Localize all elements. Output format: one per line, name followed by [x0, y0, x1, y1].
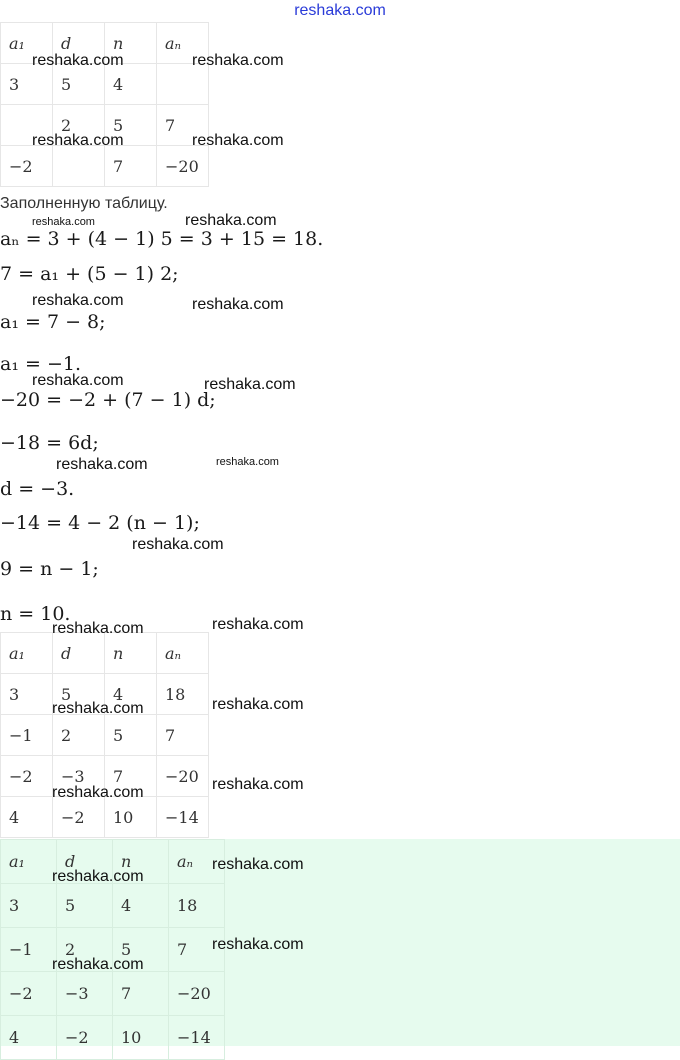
watermark: reshaka.com [32, 52, 124, 69]
watermark: reshaka.com [56, 456, 148, 473]
equation-line: −20 = −2 + (7 − 1) d; [0, 389, 216, 411]
header-an: aₙ [157, 633, 209, 674]
table-cell [53, 146, 105, 187]
equation-line: aₙ = 3 + (4 − 1) 5 = 3 + 15 = 18. [0, 228, 324, 250]
watermark: reshaka.com [32, 372, 124, 389]
initial-table [0, 22, 209, 187]
header-an: aₙ [169, 840, 225, 884]
table-cell: 10 [105, 797, 157, 838]
table-header-row [1, 633, 209, 674]
table-row [1, 797, 209, 838]
table-cell: 4 [113, 884, 169, 928]
table-cell: 3 [1, 884, 57, 928]
table-cell: −14 [169, 1016, 225, 1060]
header-a1: a₁ [1, 633, 53, 674]
table-cell: 7 [157, 105, 209, 146]
equation-line: n = 10. [0, 603, 71, 625]
table-cell: 7 [157, 715, 209, 756]
table-row [1, 884, 225, 928]
equation-line: 7 = a₁ + (5 − 1) 2; [0, 263, 179, 285]
table-cell: −2 [1, 756, 53, 797]
header-a1: a₁ [1, 840, 57, 884]
table-cell: 5 [105, 715, 157, 756]
table-cell: −2 [1, 972, 57, 1016]
table-cell: −14 [157, 797, 209, 838]
watermark: reshaka.com [212, 616, 304, 633]
header-n: n [113, 840, 169, 884]
watermark: reshaka.com [32, 216, 95, 228]
watermark: reshaka.com [52, 700, 144, 717]
table-cell: 2 [57, 928, 113, 972]
watermark: reshaka.com [32, 132, 124, 149]
table-cell: 4 [105, 64, 157, 105]
header-d: d [53, 633, 105, 674]
site-link[interactable]: reshaka.com [294, 2, 386, 19]
table-cell: −2 [53, 797, 105, 838]
equation-line: −18 = 6d; [0, 432, 99, 454]
table-cell: −2 [57, 1016, 113, 1060]
header-n: n [105, 23, 157, 64]
table-cell: 5 [113, 928, 169, 972]
equation-line: a₁ = 7 − 8; [0, 311, 106, 333]
table-cell: 3 [1, 64, 53, 105]
watermark: reshaka.com [204, 376, 296, 393]
equation-line: 9 = n − 1; [0, 558, 99, 580]
filled-table [0, 632, 209, 838]
table-cell: 18 [157, 674, 209, 715]
watermark: reshaka.com [185, 212, 277, 229]
table-cell: −2 [1, 146, 53, 187]
watermark: reshaka.com [216, 456, 279, 468]
equation-line: −14 = 4 − 2 (n − 1); [0, 512, 200, 534]
equation-line: d = −3. [0, 478, 75, 500]
watermark: reshaka.com [52, 956, 144, 973]
table-cell: −20 [157, 756, 209, 797]
watermark: reshaka.com [212, 776, 304, 793]
watermark: reshaka.com [212, 856, 304, 873]
table-row [1, 972, 225, 1016]
table-cell: 18 [169, 884, 225, 928]
table-cell: 2 [53, 105, 105, 146]
header-d: d [53, 23, 105, 64]
table-cell: 3 [1, 674, 53, 715]
table-cell: 2 [53, 715, 105, 756]
table-row [1, 715, 209, 756]
caption-text: Заполненную таблицу. [0, 195, 168, 212]
table-cell: 5 [53, 64, 105, 105]
table-cell: 7 [105, 146, 157, 187]
watermark: reshaka.com [192, 132, 284, 149]
watermark: reshaka.com [212, 696, 304, 713]
table-cell: −20 [169, 972, 225, 1016]
table-cell: −1 [1, 715, 53, 756]
watermark: reshaka.com [52, 868, 144, 885]
table-row [1, 146, 209, 187]
watermark: reshaka.com [192, 296, 284, 313]
table-cell: 5 [53, 674, 105, 715]
table-cell: 7 [113, 972, 169, 1016]
equation-line: a₁ = −1. [0, 353, 81, 375]
watermark: reshaka.com [32, 292, 124, 309]
table-row [1, 1016, 225, 1060]
table-cell: 4 [1, 797, 53, 838]
table-cell: 10 [113, 1016, 169, 1060]
table-cell: 4 [1, 1016, 57, 1060]
watermark: reshaka.com [52, 620, 144, 637]
table-cell: 7 [169, 928, 225, 972]
table-cell: 4 [105, 674, 157, 715]
table-cell: −3 [57, 972, 113, 1016]
watermark: reshaka.com [192, 52, 284, 69]
table-cell: 5 [57, 884, 113, 928]
table-cell: −1 [1, 928, 57, 972]
watermark: reshaka.com [212, 936, 304, 953]
table-cell: −20 [157, 146, 209, 187]
header-d: d [57, 840, 113, 884]
header-a1: a₁ [1, 23, 53, 64]
header-an: aₙ [157, 23, 209, 64]
table-cell: 5 [105, 105, 157, 146]
watermark: reshaka.com [132, 536, 224, 553]
watermark: reshaka.com [52, 784, 144, 801]
table-cell: −3 [53, 756, 105, 797]
table-cell: 7 [105, 756, 157, 797]
header-n: n [105, 633, 157, 674]
